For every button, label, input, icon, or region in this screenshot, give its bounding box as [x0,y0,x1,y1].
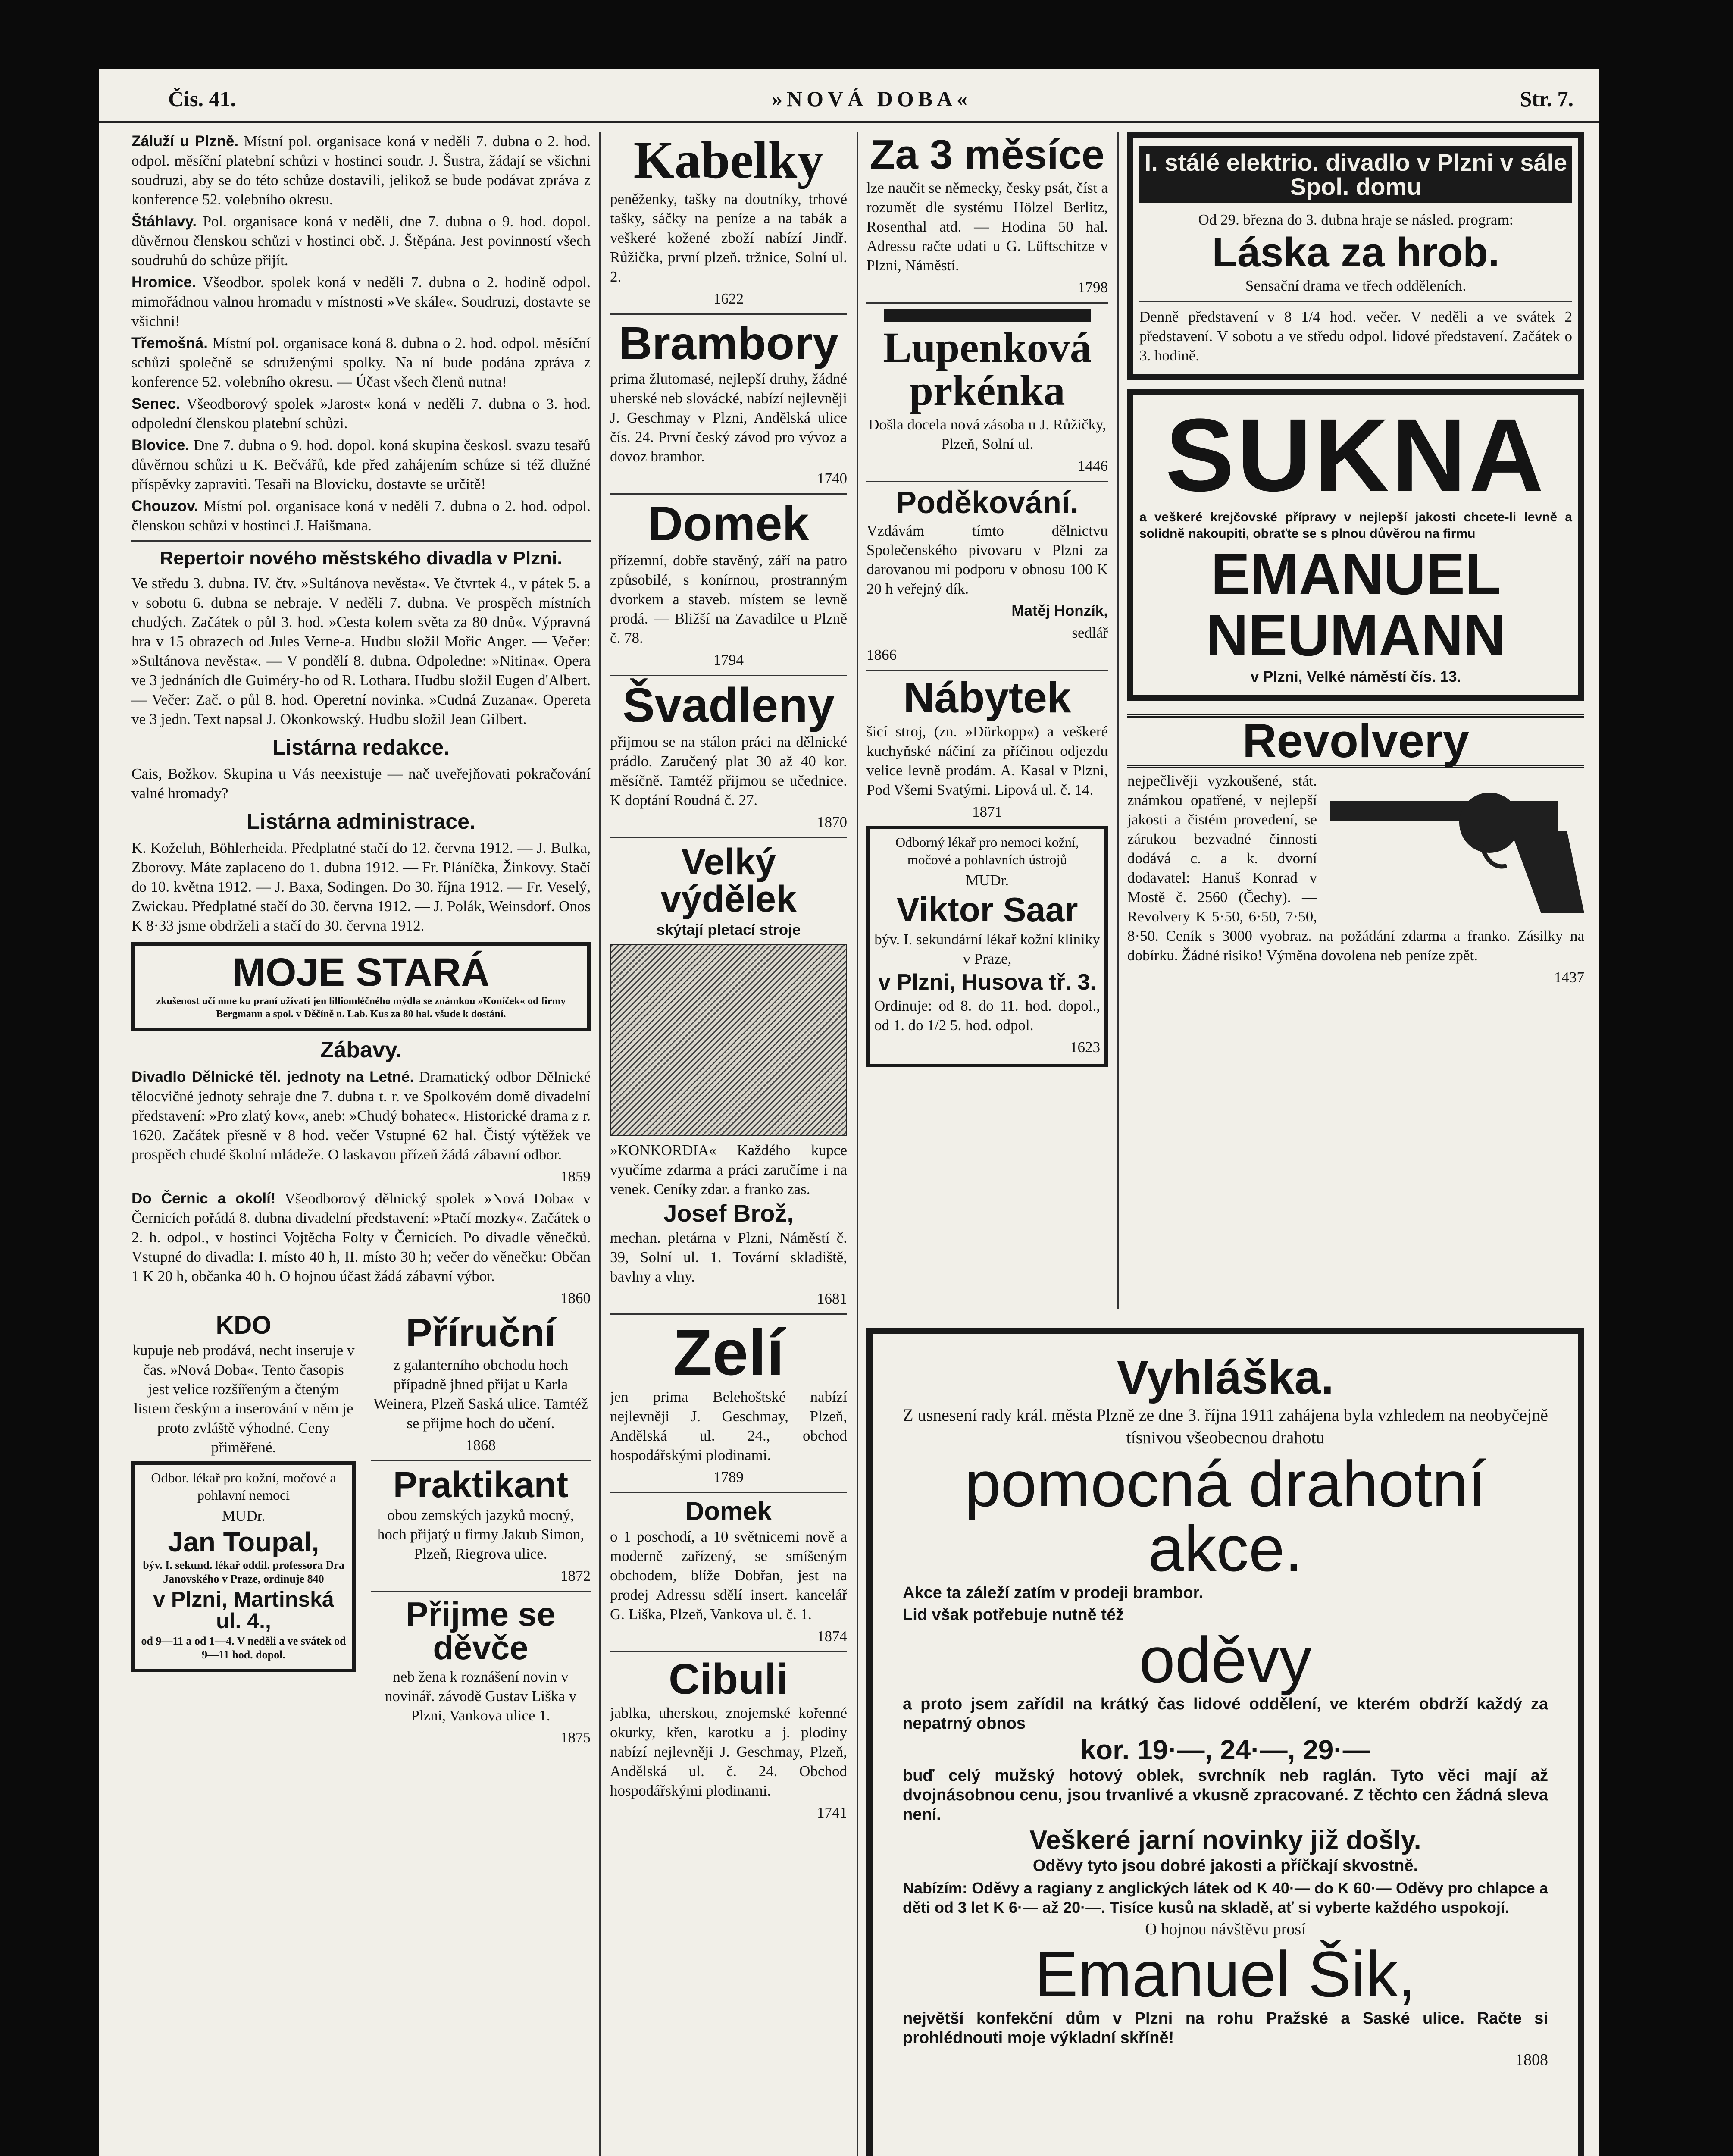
ad-title: Praktikant [393,1464,569,1505]
ad-kino [1127,132,1584,380]
ad-text: přijmou se na stálon práci na dělnické prádlo. Zaručený plat 30 až 40 kor. měsíčně. Tamtéž přijmou se učednice. K doptání Roudná č. 27. [610,733,847,808]
ad-number: 1623 [1070,1039,1100,1056]
column-1 [131,132,591,2156]
ad-title: Švadleny [623,678,835,732]
ad-text: neb žena k roznášení novin v novinář. závodě Gustav Liška v Plzni, Vankova ulice 1. [385,1668,577,1724]
zabavy-heading: Zábavy. [320,1037,402,1062]
ad-number: 1446 [1078,458,1108,474]
ad-moje-stara [131,942,591,1031]
ad-line: Oděvy tyto jsou dobré jakosti a příčkají skvostně. [1032,1857,1418,1875]
ad-mudr: MUDr. [222,1507,266,1524]
ad-line: Akce ta záleží zatím v prodeji brambor. [903,1584,1203,1602]
ad-line: O hojnou návštěvu prosí [1145,1920,1306,1938]
notice-text: Místní pol. organisace koná 8. dubna o 2. hod. odpol. měsíční schůzi společně se sdruženými spolky. Na ní bude podána zpráva z konference 52. volebního okresu. — Účast všech členů nutna! [131,335,591,390]
ad-title: MOJE STARÁ [232,950,490,994]
ad-text: nejpečlivěji vyzkoušené, stát. známkou opatřené, v nejlepší jakosti a čistém provedení, se zárukou bezvadné činnosti dodává c. a k. dvorní dodavatel: Hanuš Konrad v Mostě č. 2560 (Čechy). — Revolvery K 5·50, 6·50, 7·50, 8·50. Ceník s 3000 vyobraz. na požádání zdarma a franko. Zásilky na dobírku. Žádné risiko! Výměna dovolena neb peníze zpět. [1127,772,1584,964]
knitting-machine-illustration [610,944,847,1136]
notice-place: Hromice. [131,274,196,291]
ad-sukna [1127,389,1584,701]
ad-number: 1859 [560,1168,591,1185]
ad-number: 1437 [1554,969,1584,986]
notice [131,496,591,535]
ad-number: 1789 [713,1469,744,1485]
ad-title: Vyhláška. [1117,1351,1334,1404]
notice-place: Záluží u Plzně. [131,133,239,150]
ad-line: a proto jsem zařídil na krátký čas lidové oddělení, ve kterém obdrží každý za nepatrný obnos [903,1695,1548,1733]
issue-number: Čis. 41. [168,87,236,111]
ad-text: Došla docela nová zásoba u J. Růžičky, Plzeň, Solní ul. [868,416,1106,452]
ad-number: 1866 [866,646,897,663]
divider [866,481,1108,482]
divider [866,670,1108,671]
listarna-administrace-heading: Listárna administrace. [247,809,475,834]
ad-name: Emanuel Šik, [1035,1938,1416,2010]
notice [131,212,591,270]
divider [866,302,1108,304]
ad-number: 1798 [1078,279,1108,296]
ad-title: Revolvery [1127,714,1584,768]
ad-number: 1681 [817,1290,847,1307]
newspaper-title: »NOVÁ DOBA« [772,87,972,111]
revolver-illustration [1326,775,1584,918]
ad-title: Brambory [618,317,839,369]
page-header [99,86,1599,123]
divider [610,1492,847,1493]
ad-line: buď celý mužský hotový oblek, svrchník neb raglán. Tyto věci mají až dvojnásobnou cenu, jsou trvanlivé a vkusně zpracované. Z těchto cen žádná sleva není. [903,1767,1548,1824]
ad-title: Za 3 měsíce [870,132,1105,178]
notice [131,436,591,494]
ad-text: šicí stroj, (zn. »Dürkopp«) a veškeré kuchyňské náčiní za příčinou odjezdu velice levně prodám. A. Kasal v Plzni, Pod Všemi Svatými. Lipová ul. č. 14. [866,723,1108,798]
revolver-icon [1326,775,1584,918]
ad-title: KDO [216,1311,272,1339]
ad-intro: Odborný lékař pro nemoci kožní, močové a pohlavních ústrojů [895,834,1079,867]
ad-title: Příruční [406,1311,556,1355]
column-4 [1127,132,1584,1309]
column-3 [866,132,1108,1309]
ad-hours: od 9—11 a od 1—4. V neděli a ve svátek od 9—11 hod. dopol. [141,1635,346,1661]
ad-number: 1875 [560,1729,591,1746]
ad-subtitle: skýtají pletací stroje [656,921,801,938]
ad-title: Poděkování. [895,486,1079,520]
ad-number: 1622 [713,290,744,307]
listarna-redakce-text: Cais, Božkov. Skupina u Vás neexistuje — nač uveřejňovati pokračování valné hromady? [131,765,591,802]
ad-name: Viktor Saar [896,890,1078,929]
ad-number: 1868 [466,1437,496,1454]
ad-title: Zelí [673,1316,785,1388]
ad-text: prima žlutomasé, nejlepší druhy, žádné uherské neb slovácké, nabízí nejlevněji J. Geschmay v Plzni, Andělská ulice čís. 24. První český závod pro vývoz a dovoz brambor. [610,370,847,465]
pointer-bar [884,309,1091,322]
ad-column-right [371,1310,591,1750]
divider [610,493,847,495]
zabava-item [131,1189,591,1286]
newspaper-page [99,69,1599,2156]
notice-place: Štáhlavy. [131,213,197,230]
ad-text: z galanterního obchodu hoch případně jhned přijat u Karla Weinera, Plzeň Saská ulice. Tamtéž se přijme hoch do učení. [373,1357,588,1432]
zabava-item [131,1067,591,1164]
zabava-text: Dramatický odbor Dělnické tělocvičné jednoty sehraje dne 7. dubna t. r. ve Spolkovém domě divadelní představení: »Pro zlatý kov«, aneb: »Chudý bohatec«. Historické drama z r. 1620. Začátek přesně v 8 hod. večer Vstupné 62 hal. Čistý výtěžek ve prospěch chudé školní mládeže. O laskavou přízeň žádá zábavní odbor. [131,1069,591,1163]
ad-signature-role: sedlář [1072,624,1108,641]
ad-number: 1740 [817,470,847,487]
divider [610,675,847,676]
ad-title: Cibuli [669,1655,788,1703]
notice-text: Místní pol. organisace koná v neděli 7. dubna o 2. hod. odpol. členskou schůzi v hostinci J. Haišmana. [131,498,591,534]
ad-title: Domek [685,1497,772,1526]
ad-text: Vzdávám tímto dělnictvu Společenského pivovaru v Plzni za darovanou mi podporu v obnosu 100 K 20 h veřejný dík. [866,522,1108,597]
zabava-text: Všeodborový dělnický spolek »Nová Doba« v Černicích pořádá 8. dubna divadelní představení: »Ptačí mozky«. Začátek o 2. h. odpol., v hostinci Vojtěcha Folty v Černicích. Po divadle věnečků. Vstupné do divadla: I. místo 40 h, II. místo 30 h; večer do věnečku: Občan 1 K 20 h, občanka 40 h. O hojnou účast žádá zábavní výbor. [131,1190,591,1285]
ad-address: v Plzni, Martinská ul. 4., [153,1587,334,1633]
divider [131,540,591,542]
ad-intro: Odbor. lékař pro kožní, močové a pohlavní nemoci [151,1470,336,1503]
notice-text: Všeodborový spolek »Jarost« koná v neděli 7. dubna o 3. hod. odpolední členskou platební schůzi. [131,395,591,432]
ad-film-sub: Sensační drama ve třech odděleních. [1245,277,1467,294]
ad-text: zkušenost učí mne ku praní užívati jen lilliomléčného mýdla se známkou »Koníček« od firmy Bergmann a spol. v Děčíně n. Lab. Kus za 80 hal. všude k dostání. [156,996,566,1020]
ad-title: I. stálé elektrio. divadlo v Plzni v sále Spol. domu [1139,146,1572,203]
ad-line: největší konfekční dům v Plzni na rohu Pražské a Saské ulice. Račte si prohlédnouti moje výkladní skříně! [903,2009,1548,2047]
notice [131,273,591,331]
ad-text: a veškeré krejčovské přípravy v nejlepší jakosti chcete-li levně a solidně nakoupiti, obraťte se s plnou důvěrou na firmu [1139,510,1572,541]
ad-number: 1870 [817,814,847,830]
ad-intro: Z usnesení rady král. města Plzně ze dne 3. října 1911 zahájena byla vzhledem na neobyčejně tísnivou všeobecnou drahotu [903,1405,1548,1447]
ad-line: Nabízím: Oděvy a ragiany z anglických látek od K 40·— do K 60·— Oděvy pro chlapce a děti od 3 let K 6·— až 20·—. Tisíce kusů na skladě, ať si vyberte každého uspokojí. [903,1879,1548,1916]
ad-mudr: MUDr. [965,872,1009,889]
ad-name: EMANUEL [1211,541,1501,607]
divider [610,837,847,838]
repertoir-text: Ve středu 3. dubna. IV. čtv. »Sultánova nevěsta«. Ve čtvrtek 4., v pátek 5. a v sobotu 6. dubna se nebraje. V neděli 7. dubna. Ve prospěch místních chudých. Začátek o půl 3. hod. »Cesta kolem světa za 80 dnů«. Výpravná hra v 15 obrazech od Jules Verne-a. Hudbu složil Mořic Anger. — Večer: »Sultánova nevěsta«. — V pondělí 8. dubna. Odpoledne: »Nitina«. Opera ve 3 jednáních dle Guiméry-ho od R. Lothara. Hudbu složil Eugen d'Albert. — Večer: Zač. o půl 8. hod. Operetní novinka. »Cudná Zuzana«. Opereta ve 3 jedn. Text napsal J. Okonkowský. Hudbu složil Jean Gilbert. [131,575,591,727]
notice-text: Dne 7. dubna o 9. hod. dopol. koná skupina českosl. svazu tesařů důvěrnou schůzi u K. Bečvářů, kde před zahájením schůze si též dlužné příspěvky zapraviti. Tesaři na Blovicku, dostavte se určitě! [131,437,591,492]
divider [610,1651,847,1652]
ad-number: 1871 [972,803,1002,820]
column-rule [599,132,601,2156]
column-2 [610,132,847,2156]
ad-title: Domek [648,497,809,551]
ad-prices: kor. 19·—, 24·—, 29·— [1080,1734,1370,1765]
ad-firm: Josef Brož, [663,1200,794,1227]
notice-place: Chouzov. [131,498,198,514]
ad-headline: pomocná drahotní akce. [964,1448,1486,1585]
ad-address: v Plzni, Velké náměstí čís. 13. [1250,668,1461,685]
page-number: Str. 7. [1520,87,1573,111]
column-rule [1117,132,1119,1309]
ad-title: Přijme se děvče [406,1595,556,1667]
ad-text: kupuje neb prodává, necht inseruje v čas. »Nová Doba«. Tento časopis jest velice rozšířeným a čteným listem českým a inserování v něm je proto zvláště výhodné. Ceny přiměřené. [132,1342,355,1456]
zabava-head: Do Černic a okolí! [131,1190,276,1207]
notice-text: Místní pol. organisace koná v neděli 7. dubna o 2. hod. odpol. měsíční platební schůzi v hostinci soudr. J. Šustra, žádají se všichni soudruzi, aby se do této schůze dostavili, jelikož se bude podávat zpráva z konference 52. volebního okresu. [131,133,591,208]
ad-text: »KONKORDIA« Každého kupce vyučíme zdarma a práci zaručíme i na venek. Ceníky zdar. a franko zas. [610,1142,847,1197]
divider [1139,301,1572,302]
ad-title: Nábytek [903,674,1071,722]
listarna-redakce-heading: Listárna redakce. [272,735,450,759]
col1-bottom-ads [131,1310,591,1746]
ad-title: SUKNA [1165,397,1546,513]
ad-saar [866,826,1108,1067]
ad-name: NEUMANN [1206,602,1506,668]
notice [131,394,591,433]
ad-number: 1808 [1515,2051,1548,2069]
ad-film: Láska za hrob. [1212,229,1500,276]
ad-signature: Matěj Honzík, [1011,602,1108,619]
ad-line: Veškeré jarní novinky již došly. [1029,1825,1421,1855]
ad-number: 1860 [560,1290,591,1307]
ad-line: Lid však potřebuje nutně též [903,1606,1124,1624]
ad-text: obou zemských jazyků mocný, hoch přijatý u firmy Jakub Simon, Plzeň, Riegrova ulice. [377,1507,585,1562]
ad-title: Velký výdělek [660,841,797,920]
ad-number: 1874 [817,1628,847,1645]
ad-title: Kabelky [633,132,824,189]
notice-place: Blovice. [131,437,190,454]
ad-desc: býv. I. sekundární lékař kožní kliniky v Praze, [874,931,1100,967]
ad-number: 1741 [817,1804,847,1821]
divider [610,313,847,315]
divider [371,1591,591,1592]
divider [371,1460,591,1461]
ad-text: o 1 poschodí, a 10 světnicemi nově a moderně zařízený, se smíšeným obchodem, blíže Dobřan, jest na prodej Adressu sdělí insert. kancelář G. Liška, Plzeň, Vankova ul. č. 1. [610,1528,847,1623]
notice-text: Pol. organisace koná v neděli, dne 7. dubna o 9. hod. dopol. důvěrnou členskou schůzi v hostinci obč. J. Štěpána. Jest povinností všech soudruhů do schůze přijít. [131,213,591,269]
ad-text: jablka, uherskou, znojemské kořenné okurky, křen, karotku a j. plodiny nabízí nejlevněji J. Geschmay, Plzeň, Andělská ul. č. 24. Obchod hospodářskými plodinami. [610,1705,847,1799]
column-rule [857,132,858,2156]
repertoir-heading: Repertoir nového městského divadla v Plzni. [160,548,563,569]
ad-title: Lupenková prkénka [883,323,1092,414]
ad-kdo [131,1310,356,1677]
ad-times: Denně představení v 8 1/4 hod. večer. V neděli a ve svátek 2 představení. V sobotu a ve středu odpol. lidové představení. Začátek o 3. hodině. [1139,308,1572,364]
ad-text: mechan. pletárna v Plzni, Náměstí č. 39, Solní ul. 1. Tovární skladiště, bavlny a vlny. [610,1229,847,1285]
ad-number: 1794 [713,652,744,668]
ad-name: Jan Toupal, [168,1526,319,1557]
ad-toupal [131,1461,356,1672]
ad-number: 1872 [560,1567,591,1584]
divider [610,1313,847,1315]
notice-place: Senec. [131,395,180,412]
ad-text: peněženky, tašky na doutníky, trhové tašky, sáčky na peníze a na tabák a veškeré kožené zboží nabízí Jindř. Růžička, první plzeň. tržnice, Solní ul. 2. [610,191,847,285]
ad-desc: býv. I. sekund. lékař oddil. professora Dra Janovského v Praze, ordinuje 840 [143,1559,344,1585]
ad-address: v Plzni, Husova tř. 3. [878,970,1096,995]
ad-dates: Od 29. března do 3. dubna hraje se násled. program: [1198,211,1514,228]
ad-text: lze naučit se německy, česky psát, číst a rozumět dle systému Hölzel Berlitz, Rosenthal atd. — Hodina 50 hal. Adressu račte udati u G. Lüftschitze v Plzni, Náměstí. [866,179,1108,274]
ad-text: jen prima Belehoštské nabízí nejlevněji J. Geschmay, Plzeň, Andělská ul. 24., obchod hospodářskými plodinami. [610,1388,847,1463]
notice-place: Třemošná. [131,335,208,351]
notice [131,333,591,392]
notice-text: Všeodbor. spolek koná v neděli 7. dubna o 2. hodině odpol. mimořádnou valnou hromadu v místnosti »Ve skále«. Soudruzi, dostavte se všichni! [131,274,591,329]
listarna-administrace-text: K. Koželuh, Böhlerheida. Předplatné stačí do 12. června 1912. — J. Bulka, Zborovy. Máte zaplaceno do 1. dubna 1912. — Fr. Pláníčka, Žinkovy. Stačí do 10. května 1912. — J. Baxa, Sodingen. Do 30. října 1912. — Fr. Veselý, Zwickau. Předplatné stačí do 30. června 1912. — J. Polák, Weinsdorf. Onos K 8·33 jsme obdrželi a stačí do 30. června 1912. [131,840,591,934]
ad-text: přízemní, dobře stavěný, září na patro způsobilé, s konírnou, prostranným dvorkem a staveb. místem se levně prodá. — Bližší na Zavadilce u Plzně č. 78. [610,552,847,646]
ad-headline: oděvy [1139,1623,1312,1696]
notice [131,132,591,209]
ad-hours: Ordinuje: od 8. do 11. hod. dopol., od 1. do 1/2 5. hod. odpol. [874,997,1100,1034]
zabava-head: Divadlo Dělnické těl. jednoty na Letné. [131,1069,414,1085]
ad-vyhlaska [866,1328,1584,2156]
